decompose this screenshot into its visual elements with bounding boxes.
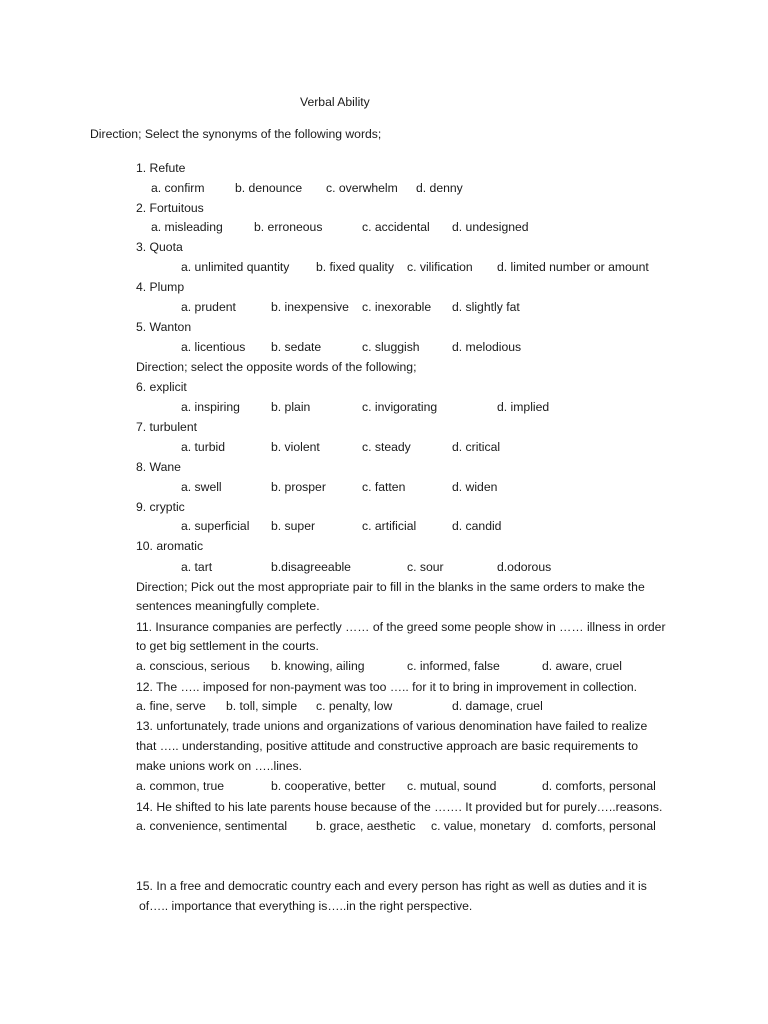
q9-option-a: a. superficial [181, 519, 250, 533]
question-10: 10. aromatic [136, 539, 204, 553]
q10-option-c: c. sour [407, 560, 444, 574]
q2-option-a: a. misleading [151, 220, 223, 234]
q13-option-c: c. mutual, sound [407, 779, 497, 793]
q5-option-d: d. melodious [452, 340, 522, 354]
question-11-line-2: to get big settlement in the courts. [136, 639, 319, 653]
q6-option-d: d. implied [497, 400, 550, 414]
q11-option-d: d. aware, cruel [542, 659, 622, 673]
q10-option-a: a. tart [181, 560, 213, 574]
q14-option-b: b. grace, aesthetic [316, 819, 416, 833]
q3-option-b: b. fixed quality [316, 260, 394, 274]
q1-option-b: b. denounce [235, 181, 303, 195]
question-11-line-1: 11. Insurance companies are perfectly …… of the greed some people show in …… illness in order [136, 620, 666, 634]
q13-option-b: b. cooperative, better [271, 779, 386, 793]
q4-option-b: b. inexpensive [271, 300, 349, 314]
question-2: 2. Fortuitous [136, 201, 204, 215]
q6-option-c: c. invigorating [362, 400, 438, 414]
q5-option-c: c. sluggish [362, 340, 420, 354]
q3-option-a: a. unlimited quantity [181, 260, 290, 274]
question-13-line-2: that ….. understanding, positive attitude and constructive approach are basic requirements to [136, 739, 639, 753]
question-8: 8. Wane [136, 460, 181, 474]
question-13-line-1: 13. unfortunately, trade unions and organizations of various denomination have failed to realize [136, 719, 648, 733]
question-7: 7. turbulent [136, 420, 197, 434]
question-12: 12. The ….. imposed for non-payment was too ….. for it to bring in improvement in collection. [136, 680, 638, 694]
q7-option-c: c. steady [362, 440, 411, 454]
q9-option-d: d. candid [452, 519, 502, 533]
q6-option-b: b. plain [271, 400, 311, 414]
q12-option-c: c. penalty, low [316, 699, 393, 713]
q11-option-c: c. informed, false [407, 659, 500, 673]
q12-option-d: d. damage, cruel [452, 699, 543, 713]
q14-option-a: a. convenience, sentimental [136, 819, 288, 833]
page-title: Verbal Ability [300, 95, 370, 109]
q8-option-b: b. prosper [271, 480, 326, 494]
question-14: 14. He shifted to his late parents house because of the ……. It provided but for purely…..reasons. [136, 800, 663, 814]
q9-option-c: c. artificial [362, 519, 417, 533]
q1-option-c: c. overwhelm [326, 181, 398, 195]
question-13-line-3: make unions work on …..lines. [136, 759, 302, 773]
direction-opposites: Direction; select the opposite words of the following; [136, 360, 417, 374]
q14-option-d: d. comforts, personal [542, 819, 656, 833]
direction-fill-blanks-line-1: Direction; Pick out the most appropriate pair to fill in the blanks in the same orders to make the [136, 580, 645, 594]
q7-option-d: d. critical [452, 440, 501, 454]
q9-option-b: b. super [271, 519, 316, 533]
q4-option-a: a. prudent [181, 300, 236, 314]
q2-option-c: c. accidental [362, 220, 430, 234]
q5-option-a: a. licentious [181, 340, 246, 354]
q5-option-b: b. sedate [271, 340, 322, 354]
direction-synonyms: Direction; Select the synonyms of the following words; [90, 127, 382, 141]
q8-option-a: a. swell [181, 480, 222, 494]
direction-fill-blanks-line-2: sentences meaningfully complete. [136, 599, 320, 613]
q1-option-a: a. confirm [151, 181, 205, 195]
q2-option-d: d. undesigned [452, 220, 529, 234]
q6-option-a: a. inspiring [181, 400, 240, 414]
q10-option-b: b.disagreeable [271, 560, 351, 574]
q7-option-b: b. violent [271, 440, 320, 454]
q2-option-b: b. erroneous [254, 220, 323, 234]
q8-option-c: c. fatten [362, 480, 406, 494]
q7-option-a: a. turbid [181, 440, 226, 454]
question-5: 5. Wanton [136, 320, 192, 334]
question-1: 1. Refute [136, 161, 186, 175]
q13-option-d: d. comforts, personal [542, 779, 656, 793]
q3-option-c: c. vilification [407, 260, 473, 274]
question-4: 4. Plump [136, 280, 185, 294]
q13-option-a: a. common, true [136, 779, 225, 793]
q14-option-c: c. value, monetary [431, 819, 531, 833]
question-9: 9. cryptic [136, 500, 185, 514]
q3-option-d: d. limited number or amount [497, 260, 649, 274]
q12-option-a: a. fine, serve [136, 699, 206, 713]
q12-option-b: b. toll, simple [226, 699, 298, 713]
q4-option-c: c. inexorable [362, 300, 432, 314]
q10-option-d: d.odorous [497, 560, 552, 574]
q11-option-b: b. knowing, ailing [271, 659, 365, 673]
question-15-line-2: of….. importance that everything is…..in the right perspective. [139, 899, 473, 913]
question-15-line-1: 15. In a free and democratic country each and every person has right as well as duties and it is [136, 879, 647, 893]
question-6: 6. explicit [136, 380, 187, 394]
q11-option-a: a. conscious, serious [136, 659, 250, 673]
q4-option-d: d. slightly fat [452, 300, 520, 314]
q1-option-d: d. denny [416, 181, 463, 195]
question-3: 3. Quota [136, 240, 183, 254]
q8-option-d: d. widen [452, 480, 498, 494]
